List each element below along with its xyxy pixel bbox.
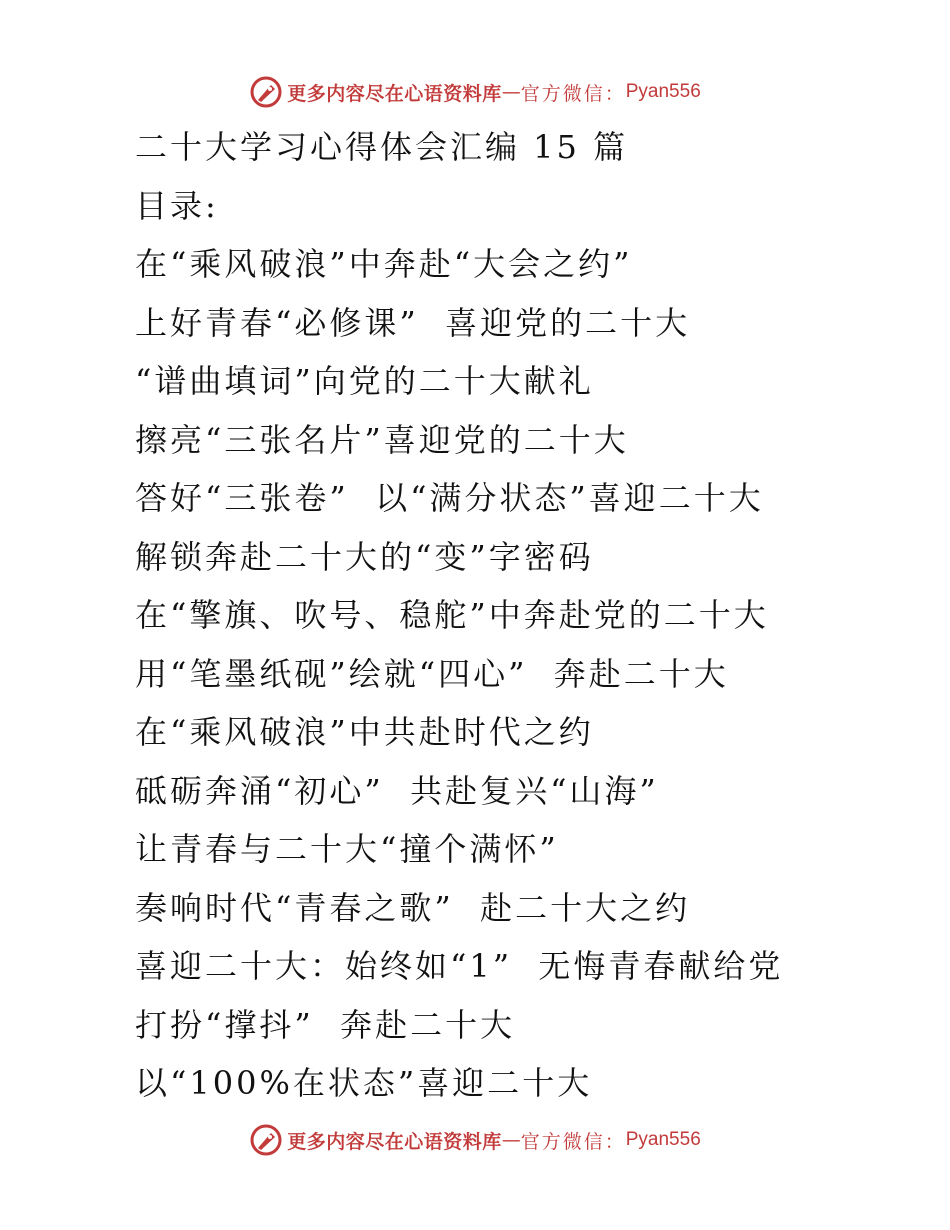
pen-nib-logo-icon: [249, 1123, 283, 1157]
toc-item: 让青春与二十大“撞个满怀”: [135, 830, 559, 868]
watermark-wechat-label: 官方微信：: [520, 1130, 626, 1153]
document-body: [135, 118, 915, 1113]
toc-item: “谱曲填词”向党的二十大献礼: [135, 362, 594, 400]
toc-item: 以“100%在状态”喜迎二十大: [135, 1064, 593, 1102]
watermark-site-text: 更多内容尽在心语资料库: [287, 1130, 502, 1153]
toc-item: 擦亮“三张名片”喜迎党的二十大: [135, 420, 629, 459]
toc-label: 目录:: [135, 186, 219, 225]
watermark-separator: —: [501, 81, 521, 103]
toc-item: 在“擎旗、吹号、稳舵”中奔赴党的二十大: [135, 596, 769, 634]
watermark-wechat-label: 官方微信：: [520, 82, 626, 105]
watermark-header: [0, 72, 950, 112]
toc-item: 在“乘风破浪”中共赴时代之约: [135, 713, 594, 751]
watermark-wechat-id: Pyan556: [625, 1129, 701, 1150]
toc-item: 打扮“撑抖” 奔赴二十大: [135, 1005, 516, 1044]
document-title: 二十大学习心得体会汇编 15 篇: [135, 128, 629, 166]
watermark-footer: [0, 1120, 950, 1160]
toc-item: 答好“三张卷” 以“满分状态”喜迎二十大: [135, 479, 764, 517]
toc-item: 上好青春“必修课” 喜迎党的二十大: [135, 303, 691, 342]
watermark-separator: —: [501, 1129, 521, 1151]
toc-item: 喜迎二十大：始终如“1” 无悔青春献给党: [135, 947, 784, 985]
toc-item: 砥砺奔涌“初心” 共赴复兴“山海”: [135, 771, 659, 810]
watermark-wechat-id: Pyan556: [625, 81, 701, 102]
pen-nib-logo-icon: [249, 75, 283, 109]
toc-item: 用“笔墨纸砚”绘就“四心” 奔赴二十大: [135, 654, 729, 693]
toc-item: 解锁奔赴二十大的“变”字密码: [135, 537, 594, 576]
toc-item: 在“乘风破浪”中奔赴“大会之约”: [135, 245, 633, 283]
watermark-site-text: 更多内容尽在心语资料库: [287, 82, 502, 105]
toc-item: 奏响时代“青春之歌” 赴二十大之约: [135, 888, 691, 927]
